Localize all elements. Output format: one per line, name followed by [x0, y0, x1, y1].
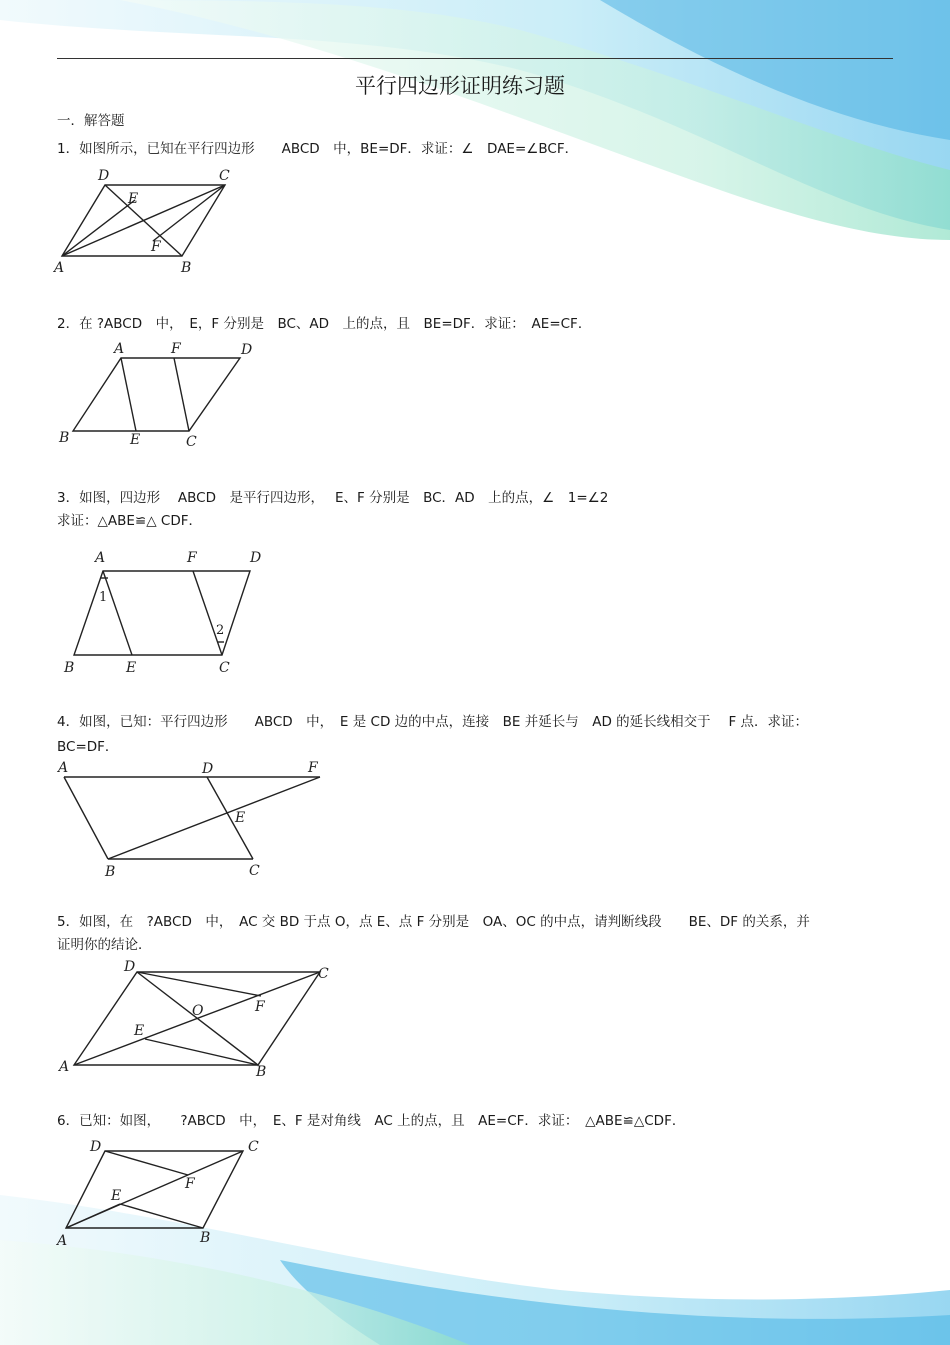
label-B: B	[59, 430, 70, 446]
label-B: B	[64, 660, 75, 676]
label-C: C	[186, 434, 197, 450]
label-E: E	[134, 1023, 145, 1039]
problem-1-figure	[50, 165, 250, 280]
label-F: F	[185, 1176, 195, 1192]
label-F: F	[171, 341, 181, 357]
label-B: B	[200, 1230, 211, 1246]
label-D: D	[98, 168, 110, 184]
page-title: 平行四边形证明练习题	[355, 74, 565, 98]
label-C: C	[219, 168, 230, 184]
section-heading: 一．解答题	[57, 113, 125, 129]
problem-3-text-line-1: 3．如图，四边形 ABCD 是平行四边形， E、F 分别是 BC．AD 上的点，∠ 1=∠2	[57, 490, 609, 506]
problem-5-text-line-1: 5．如图，在 ?ABCD 中， AC 交 BD 于点 O，点 E、点 F 分别是 OA、OC 的中点，请判断线段 BE、DF 的关系，并	[57, 914, 810, 930]
problem-3-figure	[55, 545, 275, 680]
label-A: A	[57, 1233, 68, 1249]
label-F: F	[187, 550, 197, 566]
label-D: D	[250, 550, 262, 566]
problem-5-figure	[50, 955, 340, 1085]
label-B: B	[256, 1064, 267, 1080]
label-A: A	[114, 341, 125, 357]
label-E: E	[126, 660, 137, 676]
label-angle-1: 1	[99, 590, 108, 605]
problem-2-text: 2．在 ?ABCD 中， E，F 分别是 BC、AD 上的点，且 BE=DF．求证： AE=CF．	[57, 316, 592, 332]
label-angle-2: 2	[216, 623, 225, 638]
label-D: D	[202, 761, 214, 777]
label-B: B	[181, 260, 192, 276]
problem-4-figure	[50, 757, 330, 882]
label-A: A	[58, 760, 69, 776]
label-C: C	[219, 660, 230, 676]
label-C: C	[249, 863, 260, 879]
problem-6-text: 6．已知：如图， ?ABCD 中， E、F 是对角线 AC 上的点，且 AE=CF．求证： △ABE≌△CDF．	[57, 1113, 686, 1129]
problem-4-text-line-2: BC=DF．	[57, 739, 119, 755]
label-A: A	[54, 260, 65, 276]
problem-2-figure	[50, 338, 260, 453]
label-D: D	[241, 342, 253, 358]
label-E: E	[235, 810, 246, 826]
label-E: E	[130, 432, 141, 448]
label-C: C	[248, 1139, 259, 1155]
label-E: E	[111, 1188, 122, 1204]
problem-1-text: 1．如图所示，已知在平行四边形 ABCD 中，BE=DF．求证：∠ DAE=∠BCF．	[57, 141, 579, 157]
label-C: C	[318, 966, 329, 982]
problem-5-text-line-2: 证明你的结论．	[57, 937, 152, 953]
label-A: A	[59, 1059, 70, 1075]
label-B: B	[105, 864, 116, 880]
label-A: A	[95, 550, 106, 566]
label-F: F	[255, 999, 265, 1015]
header-rule	[57, 58, 893, 59]
label-D: D	[90, 1139, 102, 1155]
label-E: E	[128, 191, 139, 207]
label-F: F	[308, 760, 318, 776]
problem-4-text-line-1: 4．如图，已知：平行四边形 ABCD 中， E 是 CD 边的中点，连接 BE 并延长与 AD 的延长线相交于 F 点．求证：	[57, 714, 808, 730]
label-D: D	[124, 959, 136, 975]
label-F: F	[151, 239, 161, 255]
problem-3-text-line-2: 求证：△ABE≌△ CDF．	[57, 513, 202, 529]
problem-6-figure	[50, 1132, 280, 1252]
label-O: O	[192, 1003, 204, 1019]
